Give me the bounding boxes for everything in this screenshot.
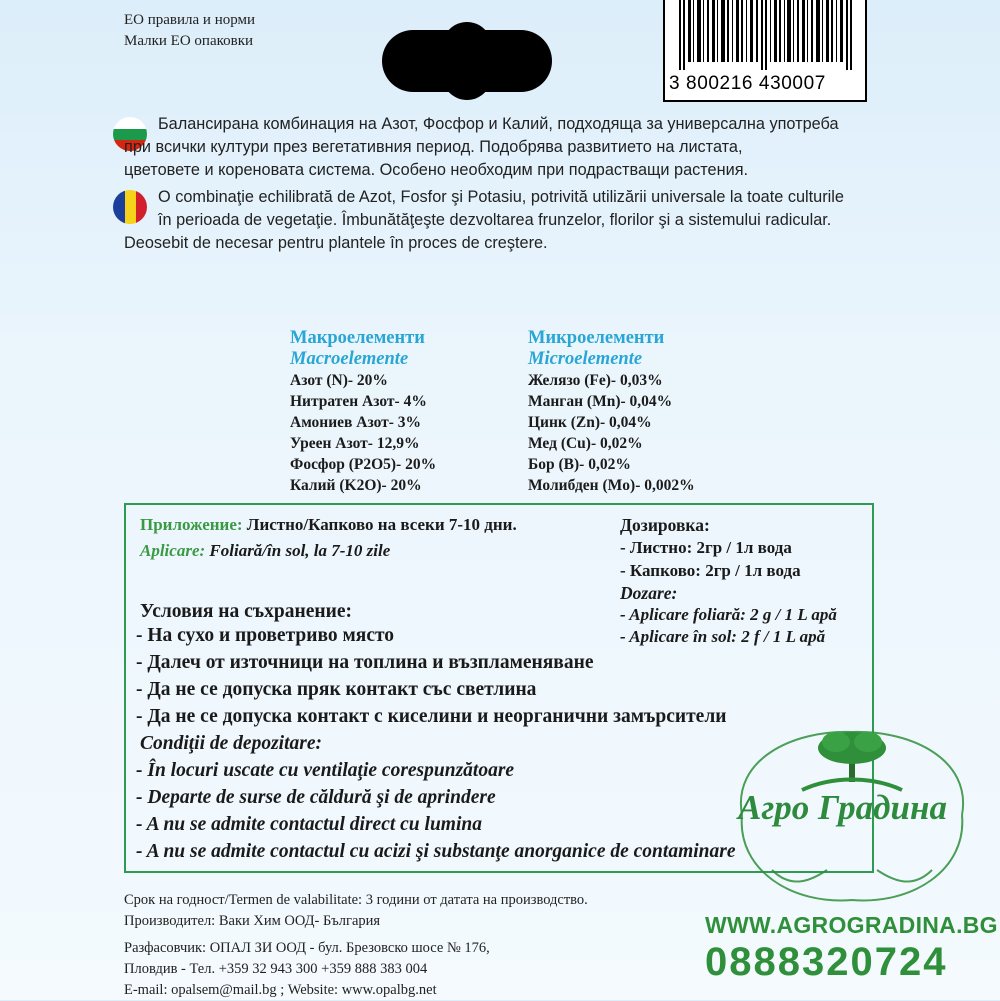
brand-phone: 0888320724 xyxy=(705,940,948,984)
macro-item: Калий (K2O)- 20% xyxy=(290,477,422,494)
conditions-line: - A nu se admite contactul direct cu lumina xyxy=(136,814,482,835)
macro-elements xyxy=(290,328,436,496)
application-text: Листно/Капково на всеки 7-10 дни. xyxy=(246,515,517,534)
storage-title: Условия на съхранение: xyxy=(140,601,352,622)
micro-title: Микроелементи xyxy=(528,328,665,348)
description-bg xyxy=(158,113,839,136)
footer-line: Производител: Ваки Хим ООД- България xyxy=(124,913,381,929)
macro-item: Амониев Азот- 3% xyxy=(290,414,422,431)
application-label: Приложение: xyxy=(140,515,243,534)
barcode-bars xyxy=(679,0,853,70)
header-line-2: Малки ЕО опаковки xyxy=(124,33,254,49)
description-bg-line: цветовете и кореновата система. Особено необходим при подрастващи растения. xyxy=(124,161,749,179)
macro-title: Макроелементи xyxy=(290,328,425,348)
brand-name: Агро Градина xyxy=(738,788,947,827)
micro-item: Манган (Mn)- 0,04% xyxy=(528,393,673,410)
storage-line: - Далеч от източници на топлина и възпламеняване xyxy=(136,652,594,673)
micro-item: Мед (Cu)- 0,02% xyxy=(528,435,643,452)
application-line xyxy=(140,515,517,535)
storage-line: - Да не се допуска пряк контакт със светлина xyxy=(136,679,537,700)
description-bg-line: при всички култури през вегетативния период. Подобрява развитието на листата, xyxy=(124,138,743,156)
micro-item: Цинк (Zn)- 0,04% xyxy=(528,414,652,431)
conditions-line: - A nu se admite contactul cu acizi şi substanţe anorganice de contaminare xyxy=(136,841,736,862)
macro-item: Азот (N)- 20% xyxy=(290,372,388,389)
footer-packer xyxy=(124,938,490,1001)
aplicare-text: Foliară/în sol, la 7-10 zile xyxy=(209,541,391,560)
macro-item: Нитратен Азот- 4% xyxy=(290,393,427,410)
storage-line: - На сухо и проветриво място xyxy=(136,625,395,646)
description-ro-line: în perioada de vegetaţie. Îmbunătăţeşte dezvoltarea frunzelor, florilor şi a sistemului radicular. xyxy=(158,211,832,229)
header-text xyxy=(124,10,255,52)
barcode xyxy=(663,0,867,102)
description-bg-cont xyxy=(124,136,748,182)
macro-subtitle: Macroelemente xyxy=(290,349,409,369)
micro-item: Бор (B)- 0,02% xyxy=(528,456,631,473)
macro-item: Фосфор (P2O5)- 20% xyxy=(290,456,437,473)
macro-item: Уреен Азот- 12,9% xyxy=(290,435,420,452)
footer-line: Пловдив - Тел. +359 32 943 300 +359 888 383 004 xyxy=(124,961,428,977)
micro-item: Желязо (Fe)- 0,03% xyxy=(528,372,663,389)
header-line-1: ЕО правила и норми xyxy=(124,12,256,28)
description-ro-cont xyxy=(124,232,548,255)
footer-line: Разфасовчик: ОПАЛ ЗИ ООД - бул. Брезовско шосе № 176, xyxy=(124,940,490,956)
description-ro-line: O combinaţie echilibrată de Azot, Fosfor şi Potasiu, potrivită utilizării universale la toate culturile xyxy=(158,188,844,206)
micro-subtitle: Microelemente xyxy=(528,349,643,369)
conditions-line: - În locuri uscate cu ventilaţie corespunzătoare xyxy=(136,760,515,781)
dose-line: - Капково: 2гр / 1л вода xyxy=(620,561,801,580)
footer-info xyxy=(124,890,588,932)
brand-website: WWW.AGROGRADINA.BG xyxy=(705,912,998,938)
dozare-line: - Aplicare foliară: 2 g / 1 L apă xyxy=(620,605,837,624)
aplicare-label: Aplicare: xyxy=(140,541,206,560)
dose-line: - Листно: 2гр / 1л вода xyxy=(620,538,792,557)
conditions-title: Condiţii de depozitare: xyxy=(140,733,322,754)
footer-line: Срок на годност/Termen de valabilitate: 3 години от датата на производство. xyxy=(124,892,588,908)
description-bg-line: Балансирана комбинация на Азот, Фосфор и Калий, подходяща за универсална употреба xyxy=(158,115,839,133)
dozare-line: - Aplicare în sol: 2 f / 1 L apă xyxy=(620,627,826,646)
description-ro xyxy=(158,186,844,232)
dose-title: Дозировка: xyxy=(620,515,710,535)
aplicare-line xyxy=(140,541,390,561)
tree-icon xyxy=(802,732,902,790)
storage-line: - Да не се допуска контакт с киселини и неорганични замърсители xyxy=(136,706,727,727)
romania-flag-icon xyxy=(113,190,147,224)
conditions-line: - Departe de surse de căldură şi de aprindere xyxy=(136,787,496,808)
description-ro-line: Deosebit de necesar pentru plantele în proces de creştere. xyxy=(124,234,548,252)
micro-item: Молибден (Mo)- 0,002% xyxy=(528,477,695,494)
barcode-number: 3 800216 430007 xyxy=(669,73,826,94)
footer-line: E-mail: opalsem@mail.bg ; Website: www.opalbg.net xyxy=(124,982,437,998)
dozare-title: Dozare: xyxy=(620,583,678,603)
hang-hole xyxy=(382,30,552,92)
micro-elements xyxy=(528,328,695,496)
